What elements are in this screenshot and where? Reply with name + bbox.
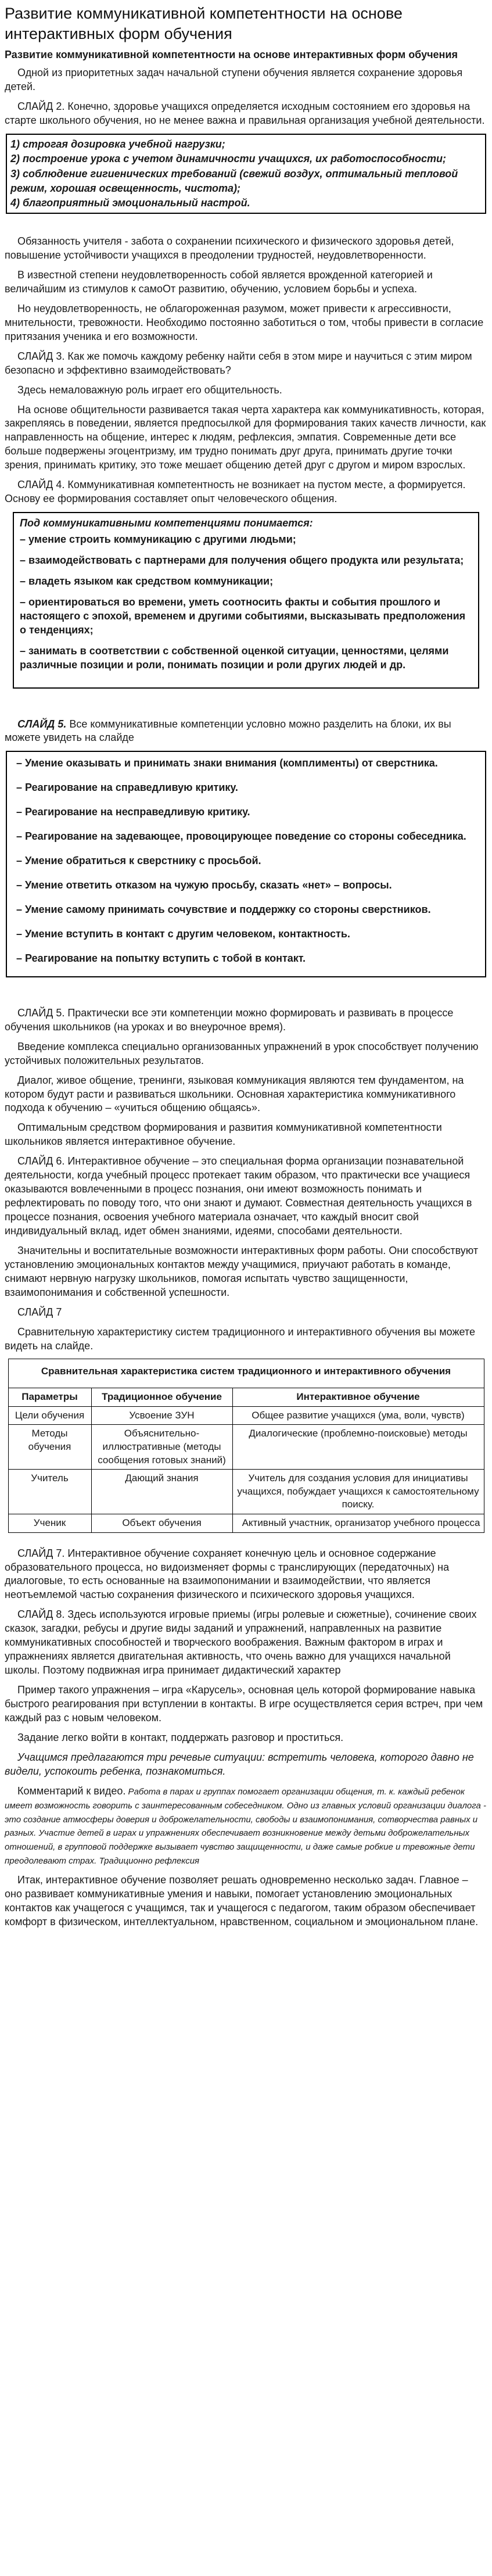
paragraph: Введение комплекса специально организованных упражнений в урок способствует получению устойчивых положительных результатов.: [5, 1040, 479, 1066]
box1-item: 1) строгая дозировка учебной нагрузки;: [10, 138, 225, 151]
paragraph: Здесь немаловажную роль играет его общительность.: [17, 384, 282, 396]
table-header-row: [8, 1388, 484, 1407]
paragraph: Значительны и воспитательные возможности интерактивных форм работы. Они способствуют установлению эмоциональных контактов между учащимися, приучают работать в команде, снимают нервную нагрузку школьников, помогая испытать чувство защищенности, взаимопонимания и собственной успешности.: [5, 1244, 479, 1298]
paragraph: Пример такого упражнения – игра «Карусель», основная цель которой формирование навыка быстрого реагирования при вступлении в контакты. В игре осуществляется серия встреч, при чем каждый раз с новым человеком.: [5, 1684, 483, 1724]
box3-item: – Умение обратиться к сверстнику с просьбой.: [16, 855, 261, 867]
paragraph: СЛАЙД 6. Интерактивное обучение – это специальная форма организации познавательной деятельности, когда учебный процесс протекает таким образом, что практически все учащиеся оказываются вовлеченными в процесс познания, они имеют возможность понимать и рефлектировать по поводу того, что они знают и думают. Совместная деятельность учащихся в процессе познания, освоения учебного материала означает, что каждый вносит свой индивидуальный вклад, идет обмен знаниями, идеями, способами деятельности.: [5, 1155, 472, 1237]
paragraph: СЛАЙД 7: [17, 1306, 62, 1318]
paragraph: СЛАЙД 3. Как же помочь каждому ребенку найти себя в этом мире и научиться с этим миром безопасно и эффективно взаимодействовать?: [5, 350, 472, 376]
table-cell: Учитель: [8, 1470, 91, 1514]
table-title-row: [8, 1359, 484, 1388]
box3-item: – Реагирование на попытку вступить с тобой в контакт.: [16, 952, 306, 964]
table-cell: Общее развитие учащихся (ума, воли, чувств): [232, 1406, 484, 1425]
paragraph: Обязанность учителя - забота о сохранении психического и физического здоровья детей, повышение устойчивости учащихся в преодолении трудностей, неудовлетворенности.: [5, 235, 454, 261]
box3-item: – Умение ответить отказом на чужую просьбу, сказать «нет» – вопросы.: [16, 879, 392, 891]
paragraph: Сравнительную характеристику систем традиционного и интерактивного обучения вы можете видеть на слайде.: [5, 1325, 475, 1352]
box1-item: 4) благоприятный эмоциональный настрой.: [10, 196, 250, 209]
paragraph: СЛАЙД 4. Коммуникативная компетентность не возникает на пустом месте, а формируется. Основу ее формирования составляет опыт человеческого общения.: [5, 479, 466, 505]
slide2-paragraph: СЛАЙД 2. Конечно, здоровье учащихся определяется исходным состоянием его здоровья на старте школьного обучения, но не менее важна и правильная организация учебной деятельности.: [5, 101, 485, 127]
table-cell: Ученик: [8, 1514, 91, 1532]
video-comment-lead: Комментарий к видео.: [17, 1785, 126, 1797]
table-cell: Объяснительно-иллюстративные (методы сообщения готовых знаний): [91, 1425, 232, 1470]
page-subtitle: Развитие коммуникативной компетентности на основе интерактивных форм обучения: [5, 49, 458, 61]
box3-item: – Реагирование на справедливую критику.: [16, 782, 238, 794]
box2-heading: Под коммуникативными компетенциями понимается:: [20, 517, 313, 529]
box2-item: – занимать в соответствии с собственной оценкой ситуации, ценностями, целями различные позиции и роли, понимать позиции и роли других людей и др.: [20, 644, 449, 671]
paragraph: СЛАЙД 5. Практически все эти компетенции можно формировать и развивать в процессе обучения школьников (на уроках и во внеурочное время).: [5, 1006, 454, 1033]
box3-item: – Умение вступить в контакт с другим человеком, контактность.: [16, 927, 350, 940]
box2-item: – умение строить коммуникацию с другими людьми;: [20, 533, 296, 546]
video-comment-paragraph: [5, 1785, 487, 1868]
box1-item: 3) соблюдение гигиенических требований (свежий воздух, оптимальный тепловой режим, хорошая освещенность, чистота);: [10, 167, 458, 194]
page-title: Развитие коммуникативной компетентности на основе интерактивных форм обучения: [5, 5, 403, 42]
box-health-conditions: [6, 134, 486, 214]
table-cell: Учитель для создания условия для инициативы учащихся, побуждает учащихся к самостоятельному поиску.: [232, 1470, 484, 1514]
box3-item: – Реагирование на несправедливую критику.: [16, 806, 250, 818]
final-paragraph: Итак, интерактивное обучение позволяет решать одновременно несколько задач. Главное – оно развивает коммуникативные умения и навыки, помогает установлению эмоциональных контактов как учащегося с учащимся, так и учащегося с педагогом, таким образом обеспечивает комфорт в физическом, интеллектуальном, нравственном, социальном и эмоциональном плане.: [5, 1874, 479, 1928]
table-row: [8, 1406, 484, 1425]
table-cell: Активный участник, организатор учебного процесса: [232, 1514, 484, 1532]
box-competency-blocks: [6, 751, 486, 977]
video-comment-text: Работа в парах и группах помогает организации общения, т. к. каждый ребенок имеет возможность говорить с заинтересованным собеседником. Одно из главных условий организации диалога - это создание атмосферы доверия и доброжелательности, свободы и взаимопонимания, сотворчества равных и разных. Участие детей в играх и упражнениях обеспечивает возникновение между детьми доброжелательных отношений, в групповой поддержке вызывает чувство защищенности, и даже самые робкие и тревожные дети преодолевают страх. Традиционно рефлексия: [5, 1786, 486, 1866]
box3-item: – Реагирование на задевающее, провоцирующее поведение со стороны собеседника.: [16, 830, 466, 843]
table-header-cell: Традиционное обучение: [91, 1388, 232, 1407]
table-cell: Усвоение ЗУН: [91, 1406, 232, 1425]
paragraph: Диалог, живое общение, тренинги, языковая коммуникация являются тем фундаментом, на котором будут расти и развиваться школьники. Основная характеристика коммуникативного подхода к обучению – «учиться общению общаясь».: [5, 1074, 464, 1114]
box3-item: – Умение самому принимать сочувствие и поддержку со стороны сверстников.: [16, 904, 431, 916]
box-competencies: [13, 512, 479, 688]
paragraph: Но неудовлетворенность, не облагороженная разумом, может привести к агрессивности, мнительности, тревожности. Необходимо постоянно заботиться о том, чтобы привести в согласие притязания ученика и его возможности.: [5, 302, 484, 342]
table-cell: Объект обучения: [91, 1514, 232, 1532]
slide5-text: Все коммуникативные компетенции условно можно разделить на блоки, их вы можете увидеть на слайде: [5, 718, 451, 744]
box3-item: – Умение оказывать и принимать знаки внимания (комплименты) от сверстника.: [16, 757, 438, 769]
table-row: [8, 1470, 484, 1514]
paragraph: СЛАЙД 7. Интерактивное обучение сохраняет конечную цель и основное содержание образовательного процесса, но видоизменяет формы с транслирующих (передаточных) на диалоговые, то есть основанные на взаимопонимании и взаимодействии, что является неотъемлемой частью сохранения физического и психического здоровья учащихся.: [5, 1547, 450, 1601]
box2-item: – взаимодействовать с партнерами для получения общего продукта или результата;: [20, 554, 464, 566]
paragraph: Оптимальным средством формирования и развития коммуникативной компетентности школьников является интерактивное обучение.: [5, 1122, 442, 1148]
table-cell: Цели обучения: [8, 1406, 91, 1425]
comparison-table: [8, 1359, 484, 1532]
box2-item: – владеть языком как средством коммуникации;: [20, 575, 274, 587]
box2-item: – ориентироваться во времени, уметь соотносить факты и события прошлого и настоящего с эпохой, временем и другими событиями, высказывать предположения о тенденциях;: [20, 596, 466, 636]
table-header-cell: Параметры: [8, 1388, 91, 1407]
table-header-cell: Интерактивное обучение: [232, 1388, 484, 1407]
paragraph: В известной степени неудовлетворенность собой является врожденной категорией и величайшим из стимулов к самоОт развитию, обучению, условием борьбы и успеха.: [5, 269, 433, 295]
paragraph: Задание легко войти в контакт, поддержать разговор и проститься.: [17, 1731, 344, 1743]
slide5-lead: СЛАЙД 5.: [17, 718, 67, 730]
slide5-intro-paragraph: [5, 718, 487, 746]
table-cell: Диалогические (проблемно-поисковые) методы: [232, 1425, 484, 1470]
table-row: [8, 1425, 484, 1470]
table-cell: Методы обучения: [8, 1425, 91, 1470]
paragraph: СЛАЙД 8. Здесь используются игровые приемы (игры ролевые и сюжетные), сочинение своих сказок, загадки, ребусы и другие виды заданий и упражнений, направленных на развитие коммуникативных способностей и творческого воображения. Важным фактором в играх и упражнениях является двигательная активность, что очень важно для учащихся начальной школы. Поэтому подвижная игра принимает дидактический характер: [5, 1608, 477, 1676]
intro-paragraph: Одной из приоритетных задач начальной ступени обучения является сохранение здоровья детей.: [5, 67, 463, 93]
table-title: Сравнительная характеристика систем традиционного и интерактивного обучения: [8, 1359, 484, 1388]
box1-item: 2) построение урока с учетом динамичности учащихся, их работоспособности;: [10, 153, 446, 165]
paragraph: На основе общительности развивается такая черта характера как коммуникативность, которая, закрепляясь в поведении, является предпосылкой для формирования таких качеств личности, как направленность на общение, интерес к людям, рефлексия, эмпатия. Современные дети все больше подвержены эгоцентризму, им трудно понимать друг друга, принимать другие точки зрения, принимать критику, это тоже мешает общению детей друг с другом и миром взрослых.: [5, 403, 486, 471]
paragraph: Учащимся предлагаются три речевые ситуации: встретить человека, которого давно не видели, успокоить ребенка, познакомиться.: [5, 1751, 474, 1777]
table-row: [8, 1514, 484, 1532]
table-cell: Дающий знания: [91, 1470, 232, 1514]
